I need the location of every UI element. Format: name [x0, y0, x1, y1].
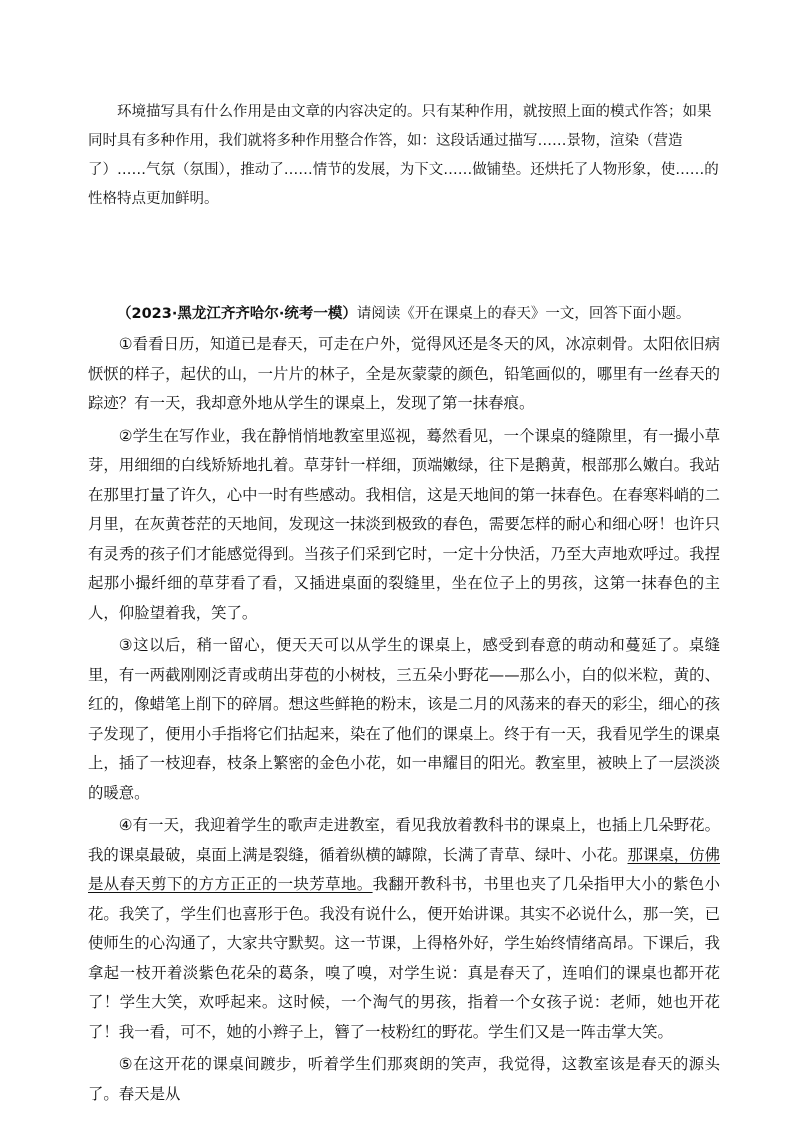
question-source: （2023·黑龙江齐齐哈尔·统考一模）	[117, 306, 357, 322]
underlined-sentence: 那课桌，仿佛是从春天剪下的方方正正的一块芳草地。	[88, 845, 720, 893]
question-prompt: 请阅读《开在课桌上的春天》一文，回答下面小题。	[356, 306, 691, 322]
question-heading	[88, 300, 720, 329]
passage-paragraph-2: ②学生在写作业，我在静悄悄地教室里巡视，蓦然看见，一个课桌的缝隙里，有一撮小草芽，用细细的白线矫矫地扎着。草芽针一样细，顶端嫩绿，往下是鹅黄，根部那么嫩白。我站在那里打量了许久，心中一时有些感动。我相信，这是天地间的第一抹春色。在春寒料峭的二月里，在灰黄苍茫的天地间，发现这一抹淡到极致的春色，需要怎样的耐心和细心呀！也许只有灵秀的孩子们才能感觉得到。当孩子们采到它时，一定十分快活，乃至大声地欢呼过。我捏起那小撮纤细的草芽看了看，又插进桌面的裂缝里，坐在位子上的男孩，这第一抹春色的主人，仰脸望着我，笑了。	[88, 426, 720, 622]
paragraph-4-text-a: ④有一天，我迎着学生的歌声走进教室，看见我放着教科书的课桌上，也插上几朵野花。我的课桌最破，桌面上满是裂缝，循着纵横的罅隙，长满了青草、绿叶、小花。	[88, 816, 720, 864]
reading-passage	[88, 330, 720, 1112]
passage-paragraph-4	[88, 811, 720, 1047]
passage-paragraph-5: ⑤在这开花的课桌间踱步，听着学生们那爽朗的笑声，我觉得，这教室该是春天的源头了。春天是从	[88, 1055, 720, 1103]
passage-paragraph-3: ③这以后，稍一留心，便天天可以从学生的课桌上，感受到春意的萌动和蔓延了。桌缝里，有一两截刚刚泛青或萌出芽苞的小树枝，三五朵小野花——那么小，白的似米粒，黄的、红的，像蜡笔上削下的碎屑。想这些鲜艳的粉末，该是二月的风荡来的春天的彩尘，细心的孩子发现了，便用小手指将它们拈起来，染在了他们的课桌上。终于有一天，我看见学生的课桌上，插了一枝迎春，枝条上繁密的金色小花，如一串耀目的阳光。教室里，被映上了一层淡淡的暖意。	[88, 636, 720, 802]
passage-paragraph-1: ①看看日历，知道已是春天，可走在户外，觉得风还是冬天的风，冰凉刺骨。太阳依旧病恹恹的样子，起伏的山，一片片的林子，全是灰蒙蒙的颜色，铅笔画似的，哪里有一丝春天的踪迹？有一天，我却意外地从学生的课桌上，发现了第一抹春痕。	[88, 335, 720, 412]
paragraph-4-text-b: 我翻开教科书，书里也夹了几朵指甲大小的紫色小花。我笑了，学生们也喜形于色。我没有说什么，便开始讲课。其实不必说什么，那一笑，已使师生的心沟通了，大家共守默契。这一节课，上得格外好，学生始终情绪高昂。下课后，我拿起一枝开着淡紫色花朵的葛条，嗅了嗅，对学生说：真是春天了，连咱们的课桌也都开花了！学生大笑，欢呼起来。这时候，一个淘气的男孩，指着一个女孩子说：老师，她也开花了！我一看，可不，她的小辫子上，簪了一枝粉红的野花。学生们又是一阵击掌大笑。	[88, 875, 720, 1041]
intro-paragraph: 环境描写具有什么作用是由文章的内容决定的。只有某种作用，就按照上面的模式作答；如果同时具有多种作用，我们就将多种作用整合作答，如：这段话通过描写……景物，渲染（营造了）……气氛（氛围），推动了……情节的发展，为下文……做铺垫。还烘托了人物形象，使……的性格特点更加鲜明。	[88, 104, 719, 207]
